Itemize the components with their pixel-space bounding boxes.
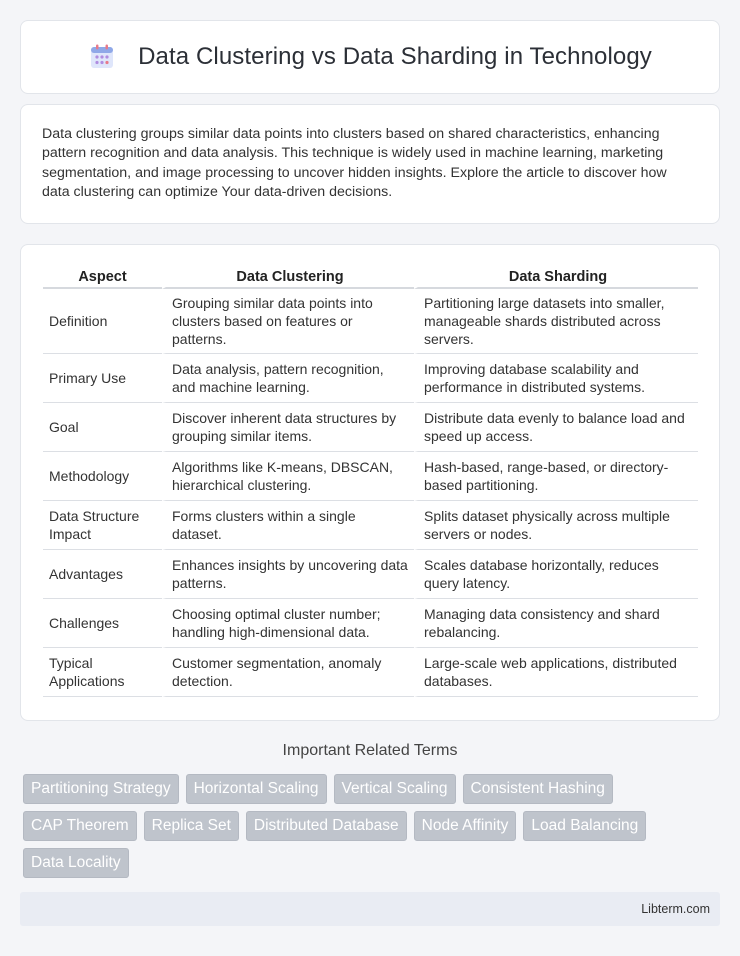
tag-partitioning-strategy[interactable]: Partitioning Strategy [23, 774, 179, 804]
table-row [43, 403, 698, 452]
table-row [43, 452, 698, 501]
comparison-table-card [20, 244, 720, 721]
table-row [43, 550, 698, 599]
row-sharding: Distribute data evenly to balance load and speed up access. [414, 403, 698, 452]
table-header-row [43, 265, 698, 289]
table-row [43, 501, 698, 550]
row-aspect: Typical Applications [43, 648, 162, 697]
comparison-table [43, 265, 698, 697]
row-clustering: Discover inherent data structures by grouping similar items. [162, 403, 414, 452]
row-sharding: Improving database scalability and performance in distributed systems. [414, 354, 698, 403]
tag-vertical-scaling[interactable]: Vertical Scaling [334, 774, 456, 804]
row-aspect: Challenges [43, 599, 162, 648]
tag-replica-set[interactable]: Replica Set [144, 811, 239, 841]
footer [20, 892, 720, 926]
row-aspect: Data Structure Impact [43, 501, 162, 550]
tag-node-affinity[interactable]: Node Affinity [414, 811, 517, 841]
row-sharding: Large-scale web applications, distributed databases. [414, 648, 698, 697]
table-row [43, 648, 698, 697]
intro-text: Data clustering groups similar data points into clusters based on shared characteristics, enhancing pattern recognition and data analysis. This technique is widely used in machine learning, marketing segmentation, and image processing to uncover hidden insights. Explore the article to discover how data clustering can optimize Your data-driven decisions. [42, 126, 667, 201]
header-card [20, 20, 720, 94]
related-terms-tags [23, 774, 723, 885]
header-data-clustering: Data Clustering [162, 265, 414, 289]
row-sharding: Hash-based, range-based, or directory-based partitioning. [414, 452, 698, 501]
row-aspect: Advantages [43, 550, 162, 599]
tag-distributed-database[interactable]: Distributed Database [246, 811, 407, 841]
tag-data-locality[interactable]: Data Locality [23, 848, 129, 878]
row-sharding: Scales database horizontally, reduces query latency. [414, 550, 698, 599]
row-aspect: Goal [43, 403, 162, 452]
row-clustering: Enhances insights by uncovering data patterns. [162, 550, 414, 599]
table-row [43, 599, 698, 648]
row-clustering: Forms clusters within a single dataset. [162, 501, 414, 550]
tag-cap-theorem[interactable]: CAP Theorem [23, 811, 137, 841]
row-clustering: Algorithms like K-means, DBSCAN, hierarchical clustering. [162, 452, 414, 501]
header-data-sharding: Data Sharding [414, 265, 698, 289]
row-clustering: Choosing optimal cluster number; handling high-dimensional data. [162, 599, 414, 648]
tag-horizontal-scaling[interactable]: Horizontal Scaling [186, 774, 327, 804]
row-aspect: Definition [43, 289, 162, 354]
row-clustering: Customer segmentation, anomaly detection. [162, 648, 414, 697]
row-aspect: Primary Use [43, 354, 162, 403]
page-title: Data Clustering vs Data Sharding in Technology [138, 43, 652, 70]
row-sharding: Partitioning large datasets into smaller, manageable shards distributed across servers. [414, 289, 698, 354]
row-clustering: Data analysis, pattern recognition, and machine learning. [162, 354, 414, 403]
related-terms-title: Important Related Terms [282, 742, 458, 759]
calendar-grid-icon [88, 43, 116, 71]
footer-site-link[interactable]: Libterm.com [641, 902, 710, 916]
row-clustering: Grouping similar data points into clusters based on features or patterns. [162, 289, 414, 354]
tag-load-balancing[interactable]: Load Balancing [523, 811, 646, 841]
intro-card [20, 104, 720, 224]
row-aspect: Methodology [43, 452, 162, 501]
row-sharding: Managing data consistency and shard rebalancing. [414, 599, 698, 648]
row-sharding: Splits dataset physically across multiple servers or nodes. [414, 501, 698, 550]
header-aspect: Aspect [43, 265, 162, 289]
table-row [43, 354, 698, 403]
table-row [43, 289, 698, 354]
tag-consistent-hashing[interactable]: Consistent Hashing [463, 774, 613, 804]
